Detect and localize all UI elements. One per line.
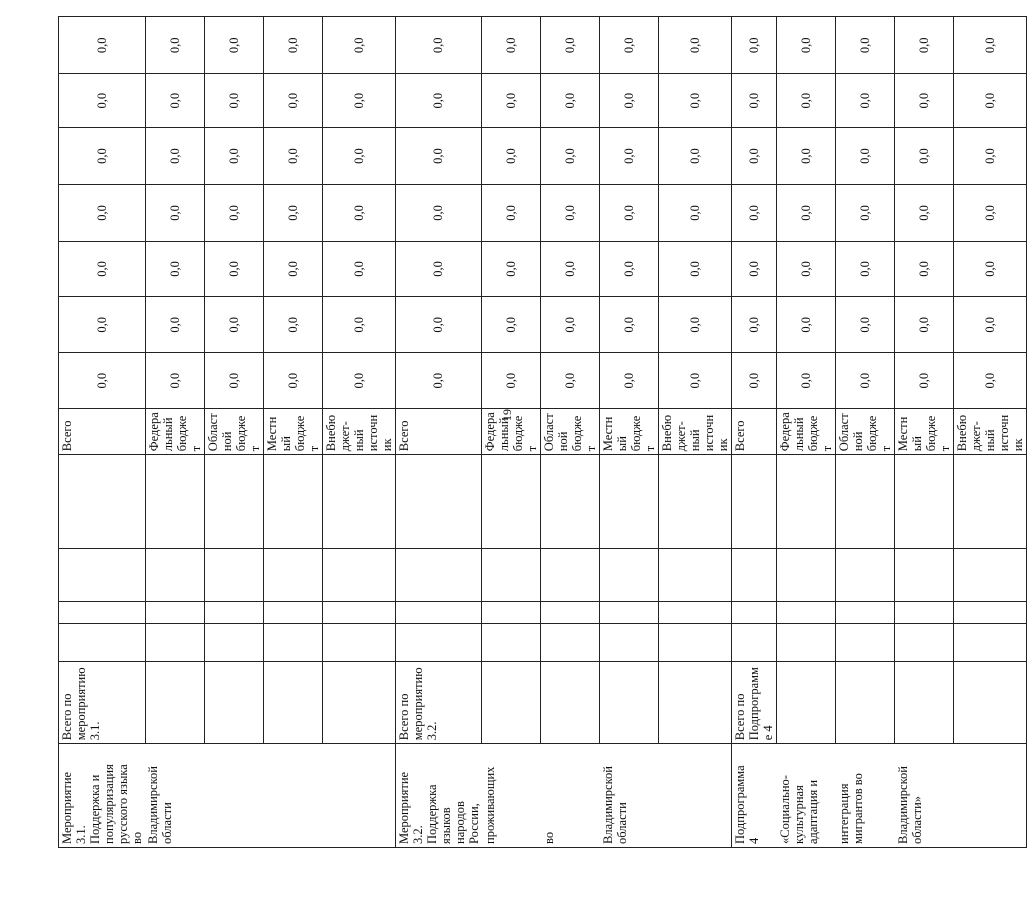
empty-cell (895, 624, 954, 661)
value-cell: 0,0 (145, 353, 204, 408)
funding-source-cell: Областной бюджет (204, 408, 263, 454)
value-cell: 0,0 (732, 185, 777, 241)
table-row (59, 17, 146, 848)
value-cell: 0,0 (541, 17, 600, 75)
value-cell: 0,0 (59, 74, 146, 127)
value-cell: 0,0 (263, 74, 322, 127)
value-cell: 0,0 (59, 297, 146, 353)
empty-cell (482, 624, 541, 661)
value-cell: 0,0 (777, 297, 836, 353)
value-cell: 0,0 (600, 17, 659, 75)
total-label-cell (541, 661, 600, 744)
empty-cell (263, 548, 322, 601)
funding-source-cell: Внебюджет-ный источник (659, 408, 732, 454)
value-cell: 0,0 (954, 241, 1027, 296)
value-cell: 0,0 (659, 297, 732, 353)
empty-cell (145, 548, 204, 601)
program-name-cell: проживающих (482, 744, 541, 848)
table-row (145, 17, 204, 848)
value-cell: 0,0 (204, 241, 263, 296)
value-cell: 0,0 (482, 185, 541, 241)
empty-cell (482, 455, 541, 549)
program-name-cell (659, 744, 732, 848)
empty-cell (322, 602, 395, 624)
program-name-cell: интеграция мигрантов во (836, 744, 895, 848)
empty-cell (541, 455, 600, 549)
value-cell: 0,0 (59, 185, 146, 241)
empty-cell (145, 455, 204, 549)
value-cell: 0,0 (482, 297, 541, 353)
value-cell: 0,0 (322, 297, 395, 353)
value-cell: 0,0 (395, 185, 482, 241)
empty-cell (600, 548, 659, 601)
value-cell: 0,0 (600, 241, 659, 296)
table-row (895, 17, 954, 848)
empty-cell (541, 602, 600, 624)
value-cell: 0,0 (600, 127, 659, 184)
budget-table (58, 16, 1027, 848)
value-cell: 0,0 (732, 127, 777, 184)
funding-source-cell: Всего (59, 408, 146, 454)
funding-source-cell: Местный бюджет (600, 408, 659, 454)
value-cell: 0,0 (659, 17, 732, 75)
empty-cell (600, 624, 659, 661)
value-cell: 0,0 (895, 241, 954, 296)
program-name-cell: Владимирской области (145, 744, 204, 848)
value-cell: 0,0 (59, 127, 146, 184)
empty-cell (263, 624, 322, 661)
value-cell: 0,0 (322, 127, 395, 184)
table-row (482, 17, 541, 848)
empty-cell (482, 602, 541, 624)
total-label-cell: Всего по мероприятию 3.2. (395, 661, 482, 744)
program-name-cell: Мероприятие 3.1. Поддержка и популяризация русского языка во (59, 744, 146, 848)
program-name-cell (954, 744, 1027, 848)
value-cell: 0,0 (659, 353, 732, 408)
value-cell: 0,0 (263, 241, 322, 296)
value-cell: 0,0 (895, 74, 954, 127)
value-cell: 0,0 (145, 241, 204, 296)
funding-source-cell: Всего (732, 408, 777, 454)
value-cell: 0,0 (395, 127, 482, 184)
empty-cell (732, 602, 777, 624)
value-cell: 0,0 (59, 17, 146, 75)
empty-cell (204, 602, 263, 624)
value-cell: 0,0 (600, 74, 659, 127)
value-cell: 0,0 (836, 297, 895, 353)
value-cell: 0,0 (954, 185, 1027, 241)
value-cell: 0,0 (954, 17, 1027, 75)
value-cell: 0,0 (59, 241, 146, 296)
empty-cell (895, 602, 954, 624)
value-cell: 0,0 (777, 353, 836, 408)
empty-cell (732, 624, 777, 661)
value-cell: 0,0 (482, 353, 541, 408)
table-row (954, 17, 1027, 848)
value-cell: 0,0 (732, 297, 777, 353)
value-cell: 0,0 (659, 185, 732, 241)
empty-cell (145, 624, 204, 661)
value-cell: 0,0 (895, 127, 954, 184)
value-cell: 0,0 (836, 241, 895, 296)
total-label-cell (482, 661, 541, 744)
value-cell: 0,0 (145, 74, 204, 127)
empty-cell (322, 455, 395, 549)
value-cell: 0,0 (145, 127, 204, 184)
page-number: 19 (500, 409, 514, 421)
value-cell: 0,0 (541, 241, 600, 296)
value-cell: 0,0 (204, 353, 263, 408)
total-label-cell: Всего по Подпрограмме 4 (732, 661, 777, 744)
empty-cell (263, 602, 322, 624)
empty-cell (395, 548, 482, 601)
empty-cell (777, 548, 836, 601)
empty-cell (395, 624, 482, 661)
value-cell: 0,0 (541, 74, 600, 127)
total-label-cell (204, 661, 263, 744)
funding-source-cell: Областной бюджет (541, 408, 600, 454)
empty-cell (59, 624, 146, 661)
empty-cell (395, 455, 482, 549)
funding-source-cell: Внебюджет-ный источник (322, 408, 395, 454)
funding-source-cell: Областной бюджет (836, 408, 895, 454)
table-row (659, 17, 732, 848)
empty-cell (777, 624, 836, 661)
value-cell: 0,0 (659, 74, 732, 127)
table-row (541, 17, 600, 848)
program-name-cell: Мероприятие 3.2. Поддержка языков народов России, (395, 744, 482, 848)
funding-source-cell: Федеральный бюджет (482, 408, 541, 454)
empty-cell (482, 548, 541, 601)
empty-cell (659, 548, 732, 601)
value-cell: 0,0 (204, 74, 263, 127)
rotated-table-wrapper (58, 16, 1025, 848)
value-cell: 0,0 (322, 74, 395, 127)
empty-cell (263, 455, 322, 549)
value-cell: 0,0 (895, 297, 954, 353)
table-row (600, 17, 659, 848)
empty-cell (777, 602, 836, 624)
value-cell: 0,0 (541, 127, 600, 184)
value-cell: 0,0 (395, 297, 482, 353)
program-name-cell: Владимирской области» (895, 744, 954, 848)
empty-cell (659, 602, 732, 624)
total-label-cell (145, 661, 204, 744)
value-cell: 0,0 (395, 17, 482, 75)
value-cell: 0,0 (600, 185, 659, 241)
table-row (263, 17, 322, 848)
total-label-cell (600, 661, 659, 744)
total-label-cell: Всего по мероприятию 3.1. (59, 661, 146, 744)
empty-cell (954, 548, 1027, 601)
empty-cell (836, 548, 895, 601)
table-row (322, 17, 395, 848)
value-cell: 0,0 (777, 127, 836, 184)
value-cell: 0,0 (204, 127, 263, 184)
value-cell: 0,0 (395, 353, 482, 408)
value-cell: 0,0 (541, 353, 600, 408)
value-cell: 0,0 (145, 185, 204, 241)
value-cell: 0,0 (836, 74, 895, 127)
value-cell: 0,0 (263, 353, 322, 408)
value-cell: 0,0 (732, 74, 777, 127)
table-row (732, 17, 777, 848)
empty-cell (954, 624, 1027, 661)
value-cell: 0,0 (777, 185, 836, 241)
empty-cell (954, 602, 1027, 624)
value-cell: 0,0 (777, 17, 836, 75)
empty-cell (204, 455, 263, 549)
value-cell: 0,0 (777, 74, 836, 127)
value-cell: 0,0 (732, 17, 777, 75)
empty-cell (145, 602, 204, 624)
total-label-cell (954, 661, 1027, 744)
value-cell: 0,0 (482, 241, 541, 296)
value-cell: 0,0 (954, 353, 1027, 408)
funding-source-cell: Местный бюджет (895, 408, 954, 454)
value-cell: 0,0 (600, 297, 659, 353)
value-cell: 0,0 (954, 74, 1027, 127)
program-name-cell: «Социально- культурная адаптация и (777, 744, 836, 848)
value-cell: 0,0 (482, 17, 541, 75)
empty-cell (954, 455, 1027, 549)
empty-cell (59, 455, 146, 549)
empty-cell (600, 602, 659, 624)
total-label-cell (263, 661, 322, 744)
funding-source-cell: Всего (395, 408, 482, 454)
total-label-cell (895, 661, 954, 744)
empty-cell (541, 624, 600, 661)
value-cell: 0,0 (322, 241, 395, 296)
empty-cell (59, 548, 146, 601)
value-cell: 0,0 (263, 297, 322, 353)
empty-cell (836, 602, 895, 624)
funding-source-cell: Внебюджет-ный источник (954, 408, 1027, 454)
value-cell: 0,0 (395, 241, 482, 296)
value-cell: 0,0 (263, 185, 322, 241)
value-cell: 0,0 (322, 353, 395, 408)
value-cell: 0,0 (541, 185, 600, 241)
value-cell: 0,0 (204, 297, 263, 353)
total-label-cell (777, 661, 836, 744)
table-row (777, 17, 836, 848)
value-cell: 0,0 (836, 17, 895, 75)
value-cell: 0,0 (322, 17, 395, 75)
table-row (204, 17, 263, 848)
empty-cell (600, 455, 659, 549)
program-name-cell: Подпрограмма 4 (732, 744, 777, 848)
value-cell: 0,0 (732, 241, 777, 296)
value-cell: 0,0 (954, 297, 1027, 353)
empty-cell (836, 455, 895, 549)
empty-cell (204, 548, 263, 601)
total-label-cell (836, 661, 895, 744)
empty-cell (659, 455, 732, 549)
value-cell: 0,0 (895, 353, 954, 408)
funding-source-cell: Федеральный бюджет (777, 408, 836, 454)
value-cell: 0,0 (659, 127, 732, 184)
value-cell: 0,0 (541, 297, 600, 353)
table-row (395, 17, 482, 848)
program-name-cell (322, 744, 395, 848)
program-name-cell: Владимирской области (600, 744, 659, 848)
empty-cell (541, 548, 600, 601)
value-cell: 0,0 (895, 17, 954, 75)
value-cell: 0,0 (263, 17, 322, 75)
table-row (836, 17, 895, 848)
empty-cell (322, 624, 395, 661)
empty-cell (895, 455, 954, 549)
funding-source-cell: Федеральный бюджет (145, 408, 204, 454)
value-cell: 0,0 (482, 74, 541, 127)
value-cell: 0,0 (659, 241, 732, 296)
empty-cell (732, 548, 777, 601)
value-cell: 0,0 (954, 127, 1027, 184)
total-label-cell (659, 661, 732, 744)
value-cell: 0,0 (836, 127, 895, 184)
value-cell: 0,0 (732, 353, 777, 408)
value-cell: 0,0 (204, 185, 263, 241)
value-cell: 0,0 (895, 185, 954, 241)
value-cell: 0,0 (263, 127, 322, 184)
value-cell: 0,0 (836, 353, 895, 408)
value-cell: 0,0 (395, 74, 482, 127)
total-label-cell (322, 661, 395, 744)
program-name-cell: во (541, 744, 600, 848)
empty-cell (659, 624, 732, 661)
empty-cell (322, 548, 395, 601)
empty-cell (895, 548, 954, 601)
empty-cell (732, 455, 777, 549)
empty-cell (836, 624, 895, 661)
empty-cell (59, 602, 146, 624)
value-cell: 0,0 (145, 17, 204, 75)
value-cell: 0,0 (145, 297, 204, 353)
value-cell: 0,0 (777, 241, 836, 296)
value-cell: 0,0 (59, 353, 146, 408)
program-name-cell (204, 744, 263, 848)
empty-cell (204, 624, 263, 661)
funding-source-cell: Местный бюджет (263, 408, 322, 454)
empty-cell (395, 602, 482, 624)
value-cell: 0,0 (836, 185, 895, 241)
value-cell: 0,0 (322, 185, 395, 241)
program-name-cell (263, 744, 322, 848)
empty-cell (777, 455, 836, 549)
value-cell: 0,0 (600, 353, 659, 408)
value-cell: 0,0 (482, 127, 541, 184)
value-cell: 0,0 (204, 17, 263, 75)
